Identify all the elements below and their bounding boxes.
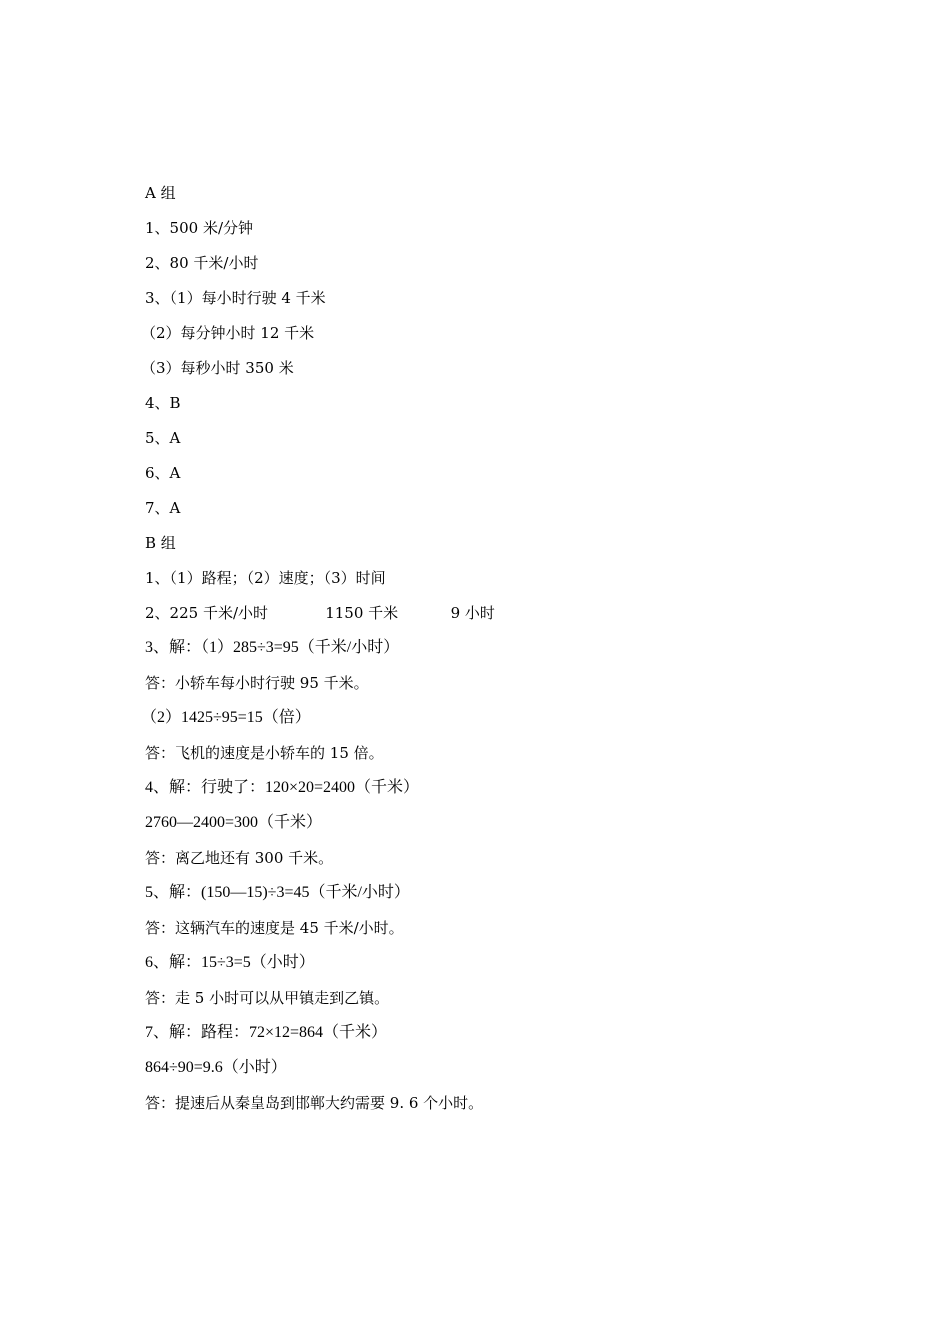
answer-line: 1、（1）路程；（2）速度；（3）时间 [145, 569, 386, 587]
answer-line: 5、解：(150—15)÷3=45（千米/小时） [145, 884, 410, 901]
answer-line: 6、解：15÷3=5（小时） [145, 954, 315, 971]
section-heading-b: B 组 [145, 534, 176, 552]
answer-line: 5、A [145, 429, 181, 447]
answer-line: 3、解：（1）285÷3=95（千米/小时） [145, 639, 400, 656]
answer-line: 4、B [145, 394, 181, 412]
section-heading-a: A 组 [145, 184, 176, 202]
answer-line: 4、解：行驶了：120×20=2400（千米） [145, 779, 420, 796]
answer-line: （2）每分钟小时 12 千米 [141, 324, 315, 342]
answer-line: 答：提速后从秦皇岛到邯郸大约需要 9. 6 个小时。 [145, 1094, 484, 1112]
answer-line: 7、解：路程：72×12=864（千米） [145, 1024, 388, 1041]
answer-line: 答：走 5 小时可以从甲镇走到乙镇。 [145, 989, 390, 1007]
answer-line: 答：这辆汽车的速度是 45 千米/小时。 [145, 919, 404, 937]
answer-line: 答：飞机的速度是小轿车的 15 倍。 [145, 744, 384, 762]
answer-line: 7、A [145, 499, 181, 517]
answer-line: 答：离乙地还有 300 千米。 [145, 849, 334, 867]
answer-line: 3、（1）每小时行驶 4 千米 [145, 289, 326, 307]
answer-line: 2、80 千米/小时 [145, 254, 259, 272]
answer-line: （2）1425÷95=15（倍） [141, 709, 311, 726]
answer-line: 6、A [145, 464, 181, 482]
answer-line: 2、225 千米/小时 1150 千米 9 小时 [145, 604, 495, 622]
answer-line: 1、500 米/分钟 [145, 219, 253, 237]
answer-line: 答：小轿车每小时行驶 95 千米。 [145, 674, 369, 692]
answer-list [141, 178, 845, 1123]
answer-line: 864÷90=9.6（小时） [145, 1059, 287, 1076]
answer-line: 2760—2400=300（千米） [145, 814, 323, 831]
answer-line: （3）每秒小时 350 米 [141, 359, 294, 377]
